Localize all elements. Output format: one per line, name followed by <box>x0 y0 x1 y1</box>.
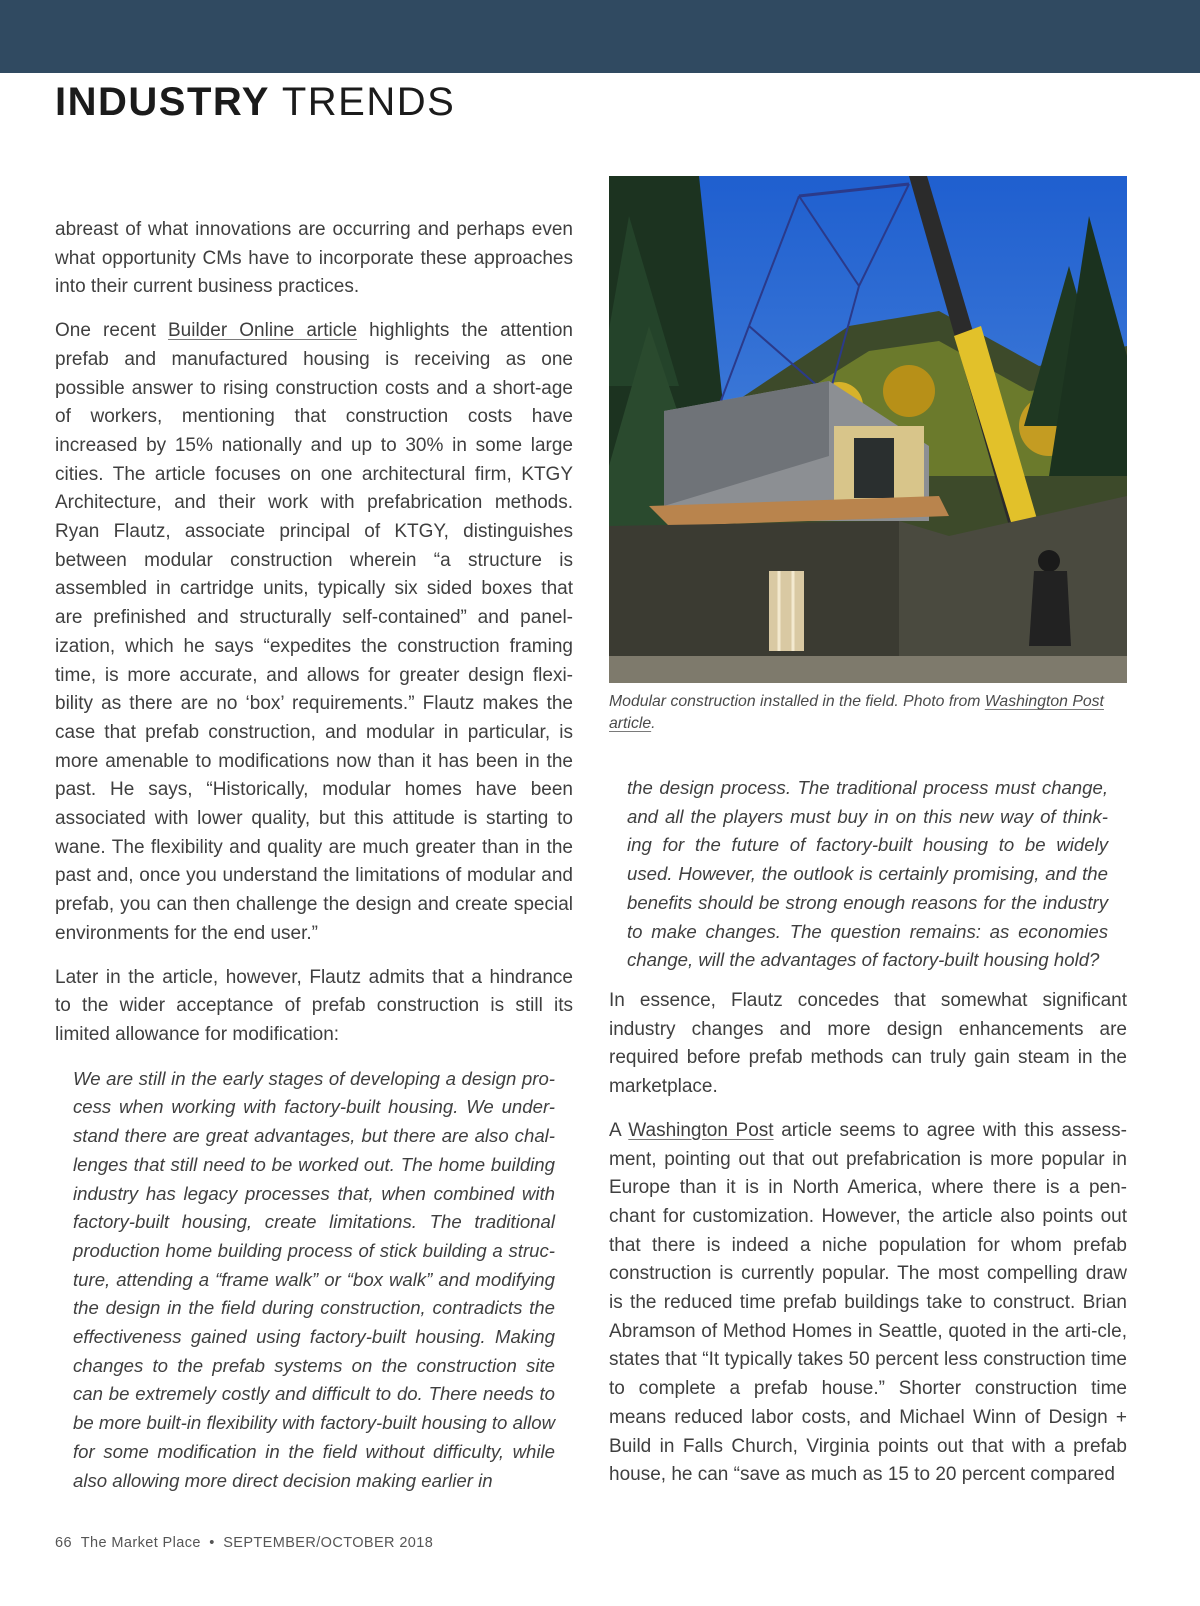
paragraph-washington-post <box>609 1117 1127 1490</box>
caption-text: . <box>651 715 656 732</box>
builder-online-article-link[interactable]: Builder Online article <box>168 320 358 342</box>
left-column <box>55 216 573 1495</box>
paragraph-in-essence: In essence, Flautz concedes that somewhat significant industry changes and more design enhancements are required before prefab methods can truly gain steam in the marketplace. <box>609 990 1127 1098</box>
flautz-quote: We are still in the early stages of developing a design pro-cess when working with factory-built housing. We under-stand there are great advantages, but there are also chal-lenges that still need to be worked out. The home building industry has legacy processes that, when combined with factory-built housing, create limitations. The traditional production home building process of stick building a struc-ture, attending a “frame walk” or “box walk” and modifying the design in the field during construction, contradicts the effectiveness gained using factory-built housing. Making changes to the prefab systems on the construction site can be extremely costly and difficult to do. There needs to be more built-in flexibility with factory-built housing to allow for some modification in the field without difficulty, while also allowing more direct decision making earlier in <box>73 1067 555 1491</box>
page-number: 66 <box>55 1535 72 1551</box>
paragraph-hindrance: Later in the article, however, Flautz admits that a hindrance to the wider acceptance of prefab construction is still its limited allowance for modification: <box>55 966 573 1045</box>
paragraph-text: One recent <box>55 320 168 342</box>
issue-date: SEPTEMBER/OCTOBER 2018 <box>223 1535 434 1551</box>
modular-construction-photo <box>609 176 1127 683</box>
publication-name: The Market Place <box>80 1535 201 1551</box>
footer-bullet: • <box>209 1535 215 1551</box>
section-title <box>55 78 455 126</box>
section-title-bold: INDUSTRY <box>55 80 270 124</box>
flautz-quote-continued: the design process. The traditional process must change, and all the players must buy in on this new way of think-ing for the future of factory-built housing to be widely used. However, the outlook is certainly promising, and the benefits should be strong enough reasons for the industry to make changes. The question remains: as economies change, will the advantages of factory-built housing hold? <box>627 777 1108 971</box>
photo-caption <box>609 691 1127 735</box>
paragraph-text: highlights the attention prefab and manufactured housing is receiving as one possible answer to rising construction costs and a short-age of workers, mentioning that construction costs have increased by 15% nationally and up to 30% in some large cities. The article focuses on one architectural firm, KTGY Architecture, and their work with prefabrication methods. Ryan Flautz, associate principal of KTGY, distinguishes between modular construction wherein “a structure is assembled in cartridge units, typically six sided boxes that are prefinished and structurally self-contained” and panel-ization, which he says “expedites the construction framing time, is more accurate, and allows for greater design flexi-bility as there are no ‘box’ requirements.” Flautz makes the case that prefab construction, and modular in particular, is more amenable to modifications now than it has been in the past. He says, “Historically, modular homes have been associated with lower quality, but this attitude is starting to wane. The flexibility and quality are much greater than in the past and, once you understand the limitations of modular and prefab, you can then challenge the design and create special environments for the end user.” <box>55 320 573 944</box>
paragraph-text: A <box>609 1119 629 1141</box>
washington-post-article-link[interactable]: Washington Post article <box>609 693 1104 732</box>
right-column <box>609 987 1127 1490</box>
caption-text: Modular construction installed in the field. Photo from <box>609 693 985 710</box>
paragraph-builder-online <box>55 317 573 948</box>
section-title-light: TRENDS <box>281 80 456 124</box>
paragraph-text: article seems to agree with this assess-ment, pointing out that out prefabrication is more popular in Europe than it is in North America, where there is a pen-chant for customization. However, the article also points out that there is indeed a niche population for whom prefab construction is currently popular. The most compelling draw is the reduced time prefab buildings take to construct. Brian Abramson of Method Homes in Seattle, quoted in the arti-cle, states that “It typically takes 50 percent less construction time to complete a prefab house.” Shorter construction time means reduced labor costs, and Michael Winn of Design + Build in Falls Church, Virginia points out that with a prefab house, he can “save as much as 15 to 20 percent compared <box>609 1119 1127 1486</box>
header-bar <box>0 0 1200 73</box>
washington-post-link[interactable]: Washington Post <box>628 1119 774 1141</box>
paragraph-intro: abreast of what innovations are occurring and perhaps even what opportunity CMs have to incorporate these approaches into their current business practices. <box>55 219 573 298</box>
page-footer <box>55 1535 433 1551</box>
